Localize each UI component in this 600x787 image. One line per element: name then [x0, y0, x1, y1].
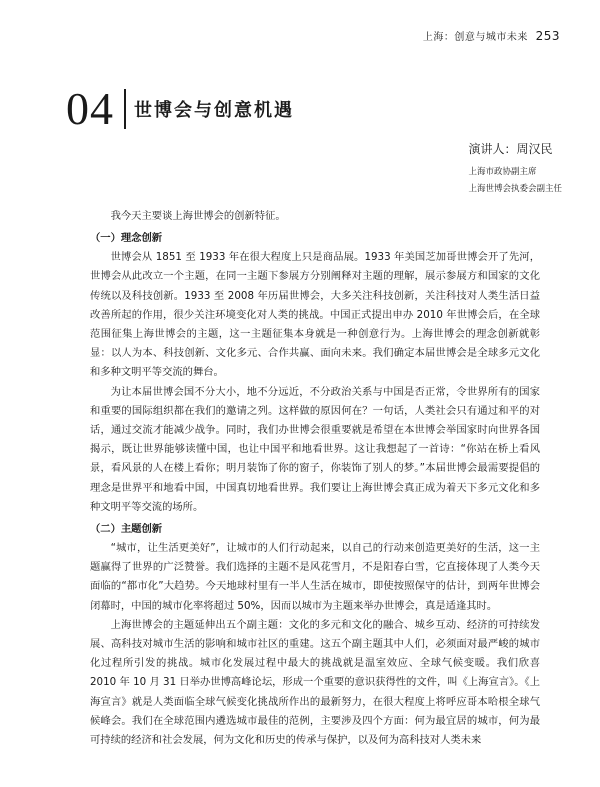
running-title: 上海：创意与城市未来 [422, 32, 528, 43]
paragraph: 世博会从 1851 至 1933 年在很大程度上只是商品展。1933 年美国芝加哥世博会开了先河，世博会从此改立一个主题，在同一主题下参展方分别阐释对主题的理解，展示参展方和国家的文化传统以及科技创新。1933 至 2008 年历届世博会，大多关注科技创新，关注科技对人类生活日益改善所起的作用，很少关注环境变化对人类的挑战。中国正式提出申办 2010 年世博会后，在全球范围征集上海世博会的主题，这一主题征集本身就是一种创意行为。上海世博会的理念创新就彰显：以人为本、科技创新、文化多元、合作共赢、面向未来。我们确定本届世博会是全球多元文化和多种文明平等交流的舞台。 [90, 251, 540, 379]
speaker-block [454, 140, 562, 199]
page-number: 253 [535, 29, 560, 43]
paragraph: 上海世博会的主题延伸出五个副主题：文化的多元和文化的融合、城乡互动、经济的可持续发展、高科技对城市生活的影响和城市社区的重建。这五个副主题其中人们，必须面对最严峻的城市化过程所引发的挑战。城市化发展过程中最大的挑战就是温室效应、全球气候变暖。我们欣喜 2010 年 10 月 31 日举办世博高峰论坛，形成一个重要的意识获得性的文件，叫《上海宣言》。《上海宣言》就是人类面临全球气候变化挑战所作出的最新努力，在很大程度上将呼应哥本哈根全球气候峰会。我们在全球范围内遴选城市最佳的范例，主要涉及四个方面：何为最宜居的城市，何为最可持续的经济和社会发展，何为文化和历史的传承与保护，以及何为高科技对人类未来 [90, 618, 540, 747]
intro-paragraph: 我今天主要谈上海世博会的创新特征。 [110, 210, 286, 222]
speaker-role-1: 上海市政协副主席 [468, 167, 537, 177]
article-body [90, 207, 540, 750]
chapter-number: 04 [66, 83, 114, 134]
chapter-heading [66, 83, 294, 134]
speaker-role-2: 上海世博会执委会副主任 [468, 184, 562, 194]
section-heading-concept: （一）理念创新 [90, 232, 163, 245]
chapter-divider [124, 89, 126, 129]
running-header [423, 28, 560, 43]
section-heading-theme: （二）主题创新 [90, 523, 163, 536]
speaker-name: 演讲人：周汉民 [468, 142, 553, 156]
chapter-title: 世博会与创意机遇 [134, 100, 294, 121]
paragraph: 为让本届世博会国不分大小，地不分远近，不分政治关系与中国是否正常，令世界所有的国家和重要的国际组织都在我们的邀请之列。这样做的原因何在？一句话，人类社会只有通过和平的对话，通过交流才能减少战争。同时，我们办世博会很重要就是希望在本世博会举国家时向世界各国揭示，既让世界能够读懂中国，也让中国平和地看世界。这让我想起了一首诗：“你站在桥上看风景，看风景的人在楼上看你；明月装饰了你的窗子，你装饰了别人的梦。”本届世博会最需要提倡的理念是世界平和地看中国，中国真切地看世界。我们要让上海世博会真正成为着天下多元文化和多种文明平等交流的场所。 [90, 385, 540, 513]
paragraph: “城市，让生活更美好”，让城市的人们行动起来，以自己的行动来创造更美好的生活，这一主题赢得了世界的广泛赞誉。我们选择的主题不是风花雪月，不是阳春白雪，它直接体现了人类今天面临的“都市化”大趋势。今天地球村里有一半人生活在城市，即使按照保守的估计，到两年世博会闭幕时，中国的城市化率将超过 50%，因而以城市为主题来举办世博会，真是适逢其时。 [90, 542, 540, 612]
